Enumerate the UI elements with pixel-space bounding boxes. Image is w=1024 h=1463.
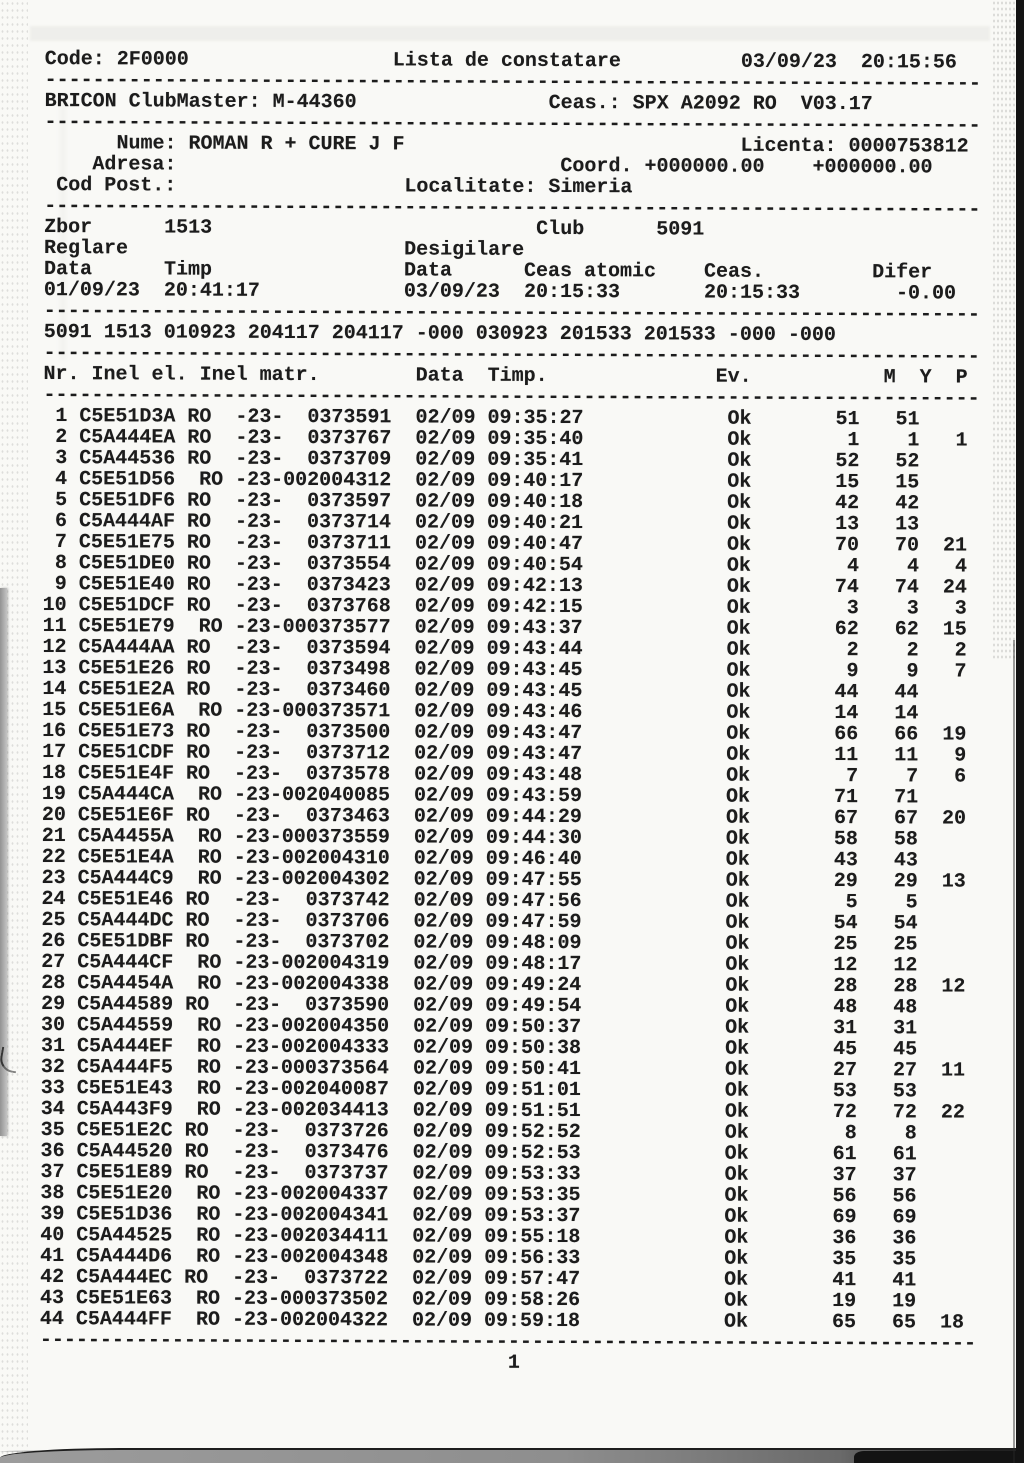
paper-edge-bottom-hairline: [0, 1448, 420, 1453]
doc-line-col-labels: Data Timp Data Ceas atomic Ceas. Difer: [43, 258, 933, 285]
table-row: 28 C5A4454A RO -23-002004338 02/09 09:49:24 Ok 28 28 12: [41, 972, 966, 999]
table-row: 40 C5A44525 RO -23-002034411 02/09 09:55:18 Ok 36 36: [40, 1224, 917, 1251]
separator-line: ------------------------------------------------------------------------------: [44, 195, 981, 222]
separator-line: ------------------------------------------------------------------------------: [44, 111, 981, 138]
doc-line-summary: 5091 1513 010923 204117 204117 -000 030923 201533 201533 -000 -000: [43, 321, 836, 348]
table-row: 43 C5E51E63 RO -23-000373502 02/09 09:58:26 Ok 19 19: [39, 1287, 917, 1314]
table-row: 23 C5A444C9 RO -23-002004302 02/09 09:47:55 Ok 29 29 13: [41, 867, 966, 894]
table-row: 35 C5E51E2C RO -23- 0373726 02/09 09:52:52 Ok 8 8: [40, 1119, 917, 1146]
table-row: 13 C5E51E26 RO -23- 0373498 02/09 09:43:45 Ok 9 9 7: [42, 657, 967, 684]
table-row: 27 C5A444CF RO -23-002004319 02/09 09:48:17 Ok 12 12: [41, 951, 918, 978]
table-header-row: Nr. Inel el. Inel matr. Data Timp. Ev. M Y P: [43, 363, 968, 390]
table-row: 34 C5A443F9 RO -23-002034413 02/09 09:51:51 Ok 72 72 22: [40, 1098, 965, 1125]
table-row: 11 C5E51E79 RO -23-000373577 02/09 09:43:37 Ok 62 62 15: [42, 615, 967, 642]
separator-line: ------------------------------------------------------------------------------: [39, 1329, 977, 1356]
separator-line: ------------------------------------------------------------------------------: [43, 384, 980, 411]
doc-line-col-values: 01/09/23 20:41:17 03/09/23 20:15:33 20:15:33 -0.00: [43, 279, 957, 306]
page-number: 1: [39, 1350, 520, 1375]
table-row: 30 C5A44559 RO -23-002004350 02/09 09:50:37 Ok 31 31: [41, 1014, 918, 1041]
table-row: 15 C5E51E6A RO -23-000373571 02/09 09:43:46 Ok 14 14: [42, 699, 919, 726]
table-row: 36 C5A44520 RO -23- 0373476 02/09 09:52:53 Ok 61 61: [40, 1140, 917, 1167]
table-row: 44 C5A444FF RO -23-002004322 02/09 09:59:18 Ok 65 65 18: [39, 1308, 965, 1335]
table-row: 41 C5A444D6 RO -23-002004348 02/09 09:56:33 Ok 35 35: [40, 1245, 917, 1272]
table-row: 19 C5A444CA RO -23-002040085 02/09 09:43:59 Ok 71 71: [41, 783, 919, 810]
table-row: 26 C5E51DBF RO -23- 0373702 02/09 09:48:09 Ok 25 25: [41, 930, 918, 957]
table-row: 2 C5A444EA RO -23- 0373767 02/09 09:35:40 Ok 1 1 1: [43, 426, 968, 453]
table-row: 20 C5E51E6F RO -23- 0373463 02/09 09:44:29 Ok 67 67 20: [41, 804, 967, 831]
table-row: 42 C5A444EC RO -23- 0373722 02/09 09:57:47 Ok 41 41: [40, 1266, 917, 1293]
table-row: 6 C5A444AF RO -23- 0373714 02/09 09:40:21 Ok 13 13: [42, 510, 920, 537]
separator-line: ------------------------------------------------------------------------------: [44, 69, 981, 96]
table-row: 38 C5E51E20 RO -23-002004337 02/09 09:53:35 Ok 56 56: [40, 1182, 917, 1209]
table-row: 17 C5E51CDF RO -23- 0373712 02/09 09:43:47 Ok 11 11 9: [42, 741, 967, 768]
scanner-background-bottom: [0, 1448, 1024, 1463]
table-row: 7 C5E51E75 RO -23- 0373711 02/09 09:40:47 Ok 70 70 21: [42, 531, 968, 558]
table-row: 29 C5A44589 RO -23- 0373590 02/09 09:49:54 Ok 48 48: [41, 993, 918, 1020]
table-row: 18 C5E51E4F RO -23- 0373578 02/09 09:43:48 Ok 7 7 6: [41, 762, 967, 789]
table-row: 25 C5A444DC RO -23- 0373706 02/09 09:47:59 Ok 54 54: [41, 909, 918, 936]
table-row: 9 C5E51E40 RO -23- 0373423 02/09 09:42:13 Ok 74 74 24: [42, 573, 967, 600]
table-row: 8 C5E51DE0 RO -23- 0373554 02/09 09:40:54 Ok 4 4 4: [42, 552, 968, 579]
table-row: 32 C5A444F5 RO -23-000373564 02/09 09:50:41 Ok 27 27 11: [40, 1056, 966, 1083]
table-row: 39 C5E51D36 RO -23-002004341 02/09 09:53:37 Ok 69 69: [40, 1203, 917, 1230]
scanner-background-corner: [854, 1451, 1024, 1463]
table-row: 31 C5A444EF RO -23-002004333 02/09 09:50:38 Ok 45 45: [40, 1035, 918, 1062]
table-row: 4 C5E51D56 RO -23-002004312 02/09 09:40:17 Ok 15 15: [43, 468, 920, 495]
table-row: 12 C5A444AA RO -23- 0373594 02/09 09:43:44 Ok 2 2 2: [42, 636, 967, 663]
table-row: 24 C5E51E46 RO -23- 0373742 02/09 09:47:56 Ok 5 5: [41, 888, 918, 915]
doc-line-cod-post: Cod Post.: Localitate: Simeria: [44, 174, 633, 200]
table-row: 16 C5E51E73 RO -23- 0373500 02/09 09:43:47 Ok 66 66 19: [42, 720, 967, 747]
doc-line-zbor: Zbor 1513 Club 5091: [44, 216, 705, 242]
table-row: 21 C5A4455A RO -23-000373559 02/09 09:44:30 Ok 58 58: [41, 825, 918, 852]
table-row: 14 C5E51E2A RO -23- 0373460 02/09 09:43:45 Ok 44 44: [42, 678, 919, 705]
separator-line: ------------------------------------------------------------------------------: [43, 300, 980, 327]
doc-line-reglare: Reglare Desigilare: [44, 237, 525, 262]
table-row: 1 C5E51D3A RO -23- 0373591 02/09 09:35:27 Ok 51 51: [43, 405, 920, 432]
table-row: 37 C5E51E89 RO -23- 0373737 02/09 09:53:33 Ok 37 37: [40, 1161, 917, 1188]
table-row: 22 C5E51E4A RO -23-002004310 02/09 09:46:40 Ok 43 43: [41, 846, 918, 873]
table-row: 3 C5A44536 RO -23- 0373709 02/09 09:35:41 Ok 52 52: [43, 447, 920, 474]
doc-line-device: BRICON ClubMaster: M-44360 Ceas.: SPX A2092 RO V03.17: [44, 90, 873, 117]
doc-line-adresa: Adresa: Coord. +000000.00 +000000.00: [44, 153, 933, 180]
table-row: 10 C5E51DCF RO -23- 0373768 02/09 09:42:15 Ok 3 3 3: [42, 594, 967, 621]
separator-line: ------------------------------------------------------------------------------: [43, 342, 980, 369]
doc-line-code: Code: 2F0000 Lista de constatare 03/09/23 20:15:56: [44, 48, 957, 75]
table-row: 5 C5E51DF6 RO -23- 0373597 02/09 09:40:18 Ok 42 42: [43, 489, 920, 516]
doc-line-nume: Nume: ROMAN R + CURE J F Licenta: 0000753812: [44, 132, 969, 159]
table-row: 33 C5E51E43 RO -23-002040087 02/09 09:51:01 Ok 53 53: [40, 1077, 918, 1104]
